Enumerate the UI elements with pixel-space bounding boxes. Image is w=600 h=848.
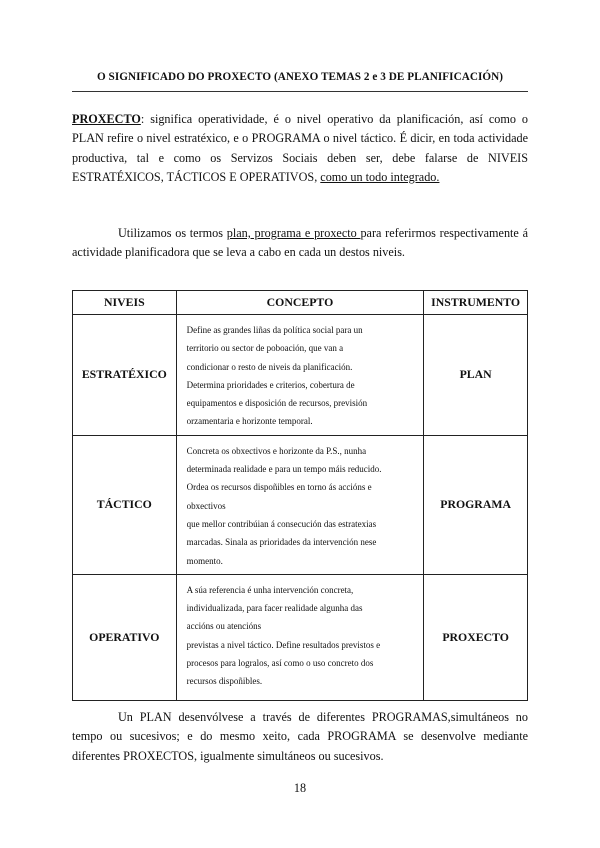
level-cell: TÁCTICO xyxy=(73,435,177,574)
header-niveis: NIVEIS xyxy=(73,291,177,315)
table-row xyxy=(73,435,528,574)
header-instrumento: INSTRUMENTO xyxy=(424,291,528,315)
concept-line: condicionar o resto de niveis da planificación. xyxy=(186,361,353,372)
instrument-cell: PROGRAMA xyxy=(424,435,528,574)
table-header-row xyxy=(73,291,528,315)
concept-line: obxectivos xyxy=(186,500,226,511)
concept-line: Determina prioridades e criterios, cobertura de xyxy=(186,379,355,390)
concept-line: recursos dispoñibles. xyxy=(186,676,263,687)
concept-line: marcadas. Sinala as prioridades da intervención nese xyxy=(186,537,377,548)
instrument-cell: PROXECTO xyxy=(424,574,528,700)
proxecto-term: PROXECTO xyxy=(72,112,141,126)
concept-line: Ordea os recursos dispoñibles en torno ás accións e xyxy=(186,482,372,493)
concept-line: Define as grandes liñas da política social para un xyxy=(186,325,363,335)
concept-line: equipamentos e disposición de recursos, previsión xyxy=(186,398,368,409)
document-title: O SIGNIFICADO DO PROXECTO (ANEXO TEMAS 2 e 3 DE PLANIFICACIÓN) xyxy=(96,71,504,83)
concept-cell xyxy=(176,315,424,436)
instrument-cell: PLAN xyxy=(424,315,528,436)
intro-paragraph-underlined-end: como un todo integrado. xyxy=(320,170,440,185)
concept-line: orzamentaria e horizonte temporal. xyxy=(186,416,313,427)
closing-paragraph: Un PLAN desenvólvese a través de diferentes PROGRAMAS,simultáneos no tempo ou sucesivos; e do mesmo xeito, cada PROGRAMA se desenvolve mediante diferentes PROXECTOS, igualmente simultáneos ou sucesivos. xyxy=(72,710,528,763)
concept-line: territorio ou sector de poboación, que van a xyxy=(186,343,344,354)
title-underline-rule xyxy=(72,91,528,92)
terms-paragraph xyxy=(72,224,528,263)
concept-line: individualizada, para facer realidade algunha das xyxy=(186,603,363,614)
table-row xyxy=(73,315,528,436)
concept-line: que mellor contribúian á consecución das estratexias xyxy=(186,518,377,529)
concept-line: previstas a nivel táctico. Define resultados previstos e xyxy=(186,639,381,650)
concept-cell xyxy=(176,574,424,700)
terms-paragraph-after: para referirmos respectivamente á actividade planificadora que se leva a cabo en cada un destos niveis. xyxy=(72,226,528,260)
concept-line: procesos para logralos, así como o uso concreto dos xyxy=(186,658,374,669)
concept-line: momento. xyxy=(186,555,223,566)
table-row xyxy=(73,574,528,700)
level-cell: ESTRATÉXICO xyxy=(73,315,177,436)
terms-paragraph-before: Utilizamos os termos xyxy=(118,226,227,240)
concept-line: A súa referencia é unha intervención concreta, xyxy=(186,584,354,595)
concept-line: Concreta os obxectivos e horizonte da P.S., nunha xyxy=(186,445,367,456)
concept-line: accións ou atencións xyxy=(186,621,262,632)
level-cell: OPERATIVO xyxy=(73,574,177,700)
levels-table xyxy=(72,290,528,701)
intro-paragraph xyxy=(72,110,528,188)
concept-line: determinada realidade e para un tempo máis reducido. xyxy=(186,464,382,475)
header-concepto: CONCEPTO xyxy=(176,291,424,315)
concept-cell xyxy=(176,435,424,574)
terms-paragraph-underlined: plan, programa e proxecto xyxy=(226,226,361,240)
page-number: 18 xyxy=(293,781,307,795)
intro-paragraph-text: : significa operatividade, é o nivel operativo da planificación, así como o PLAN refire o nivel estratéxico, e o PROGRAMA o nivel táctico. É dicir, en toda actividade productiva, tal e como os Servizos Sociais deben ser, debe falarse de NIVEIS ESTRATÉXICOS, TÁCTICOS E OPERATIVOS, xyxy=(72,112,528,185)
